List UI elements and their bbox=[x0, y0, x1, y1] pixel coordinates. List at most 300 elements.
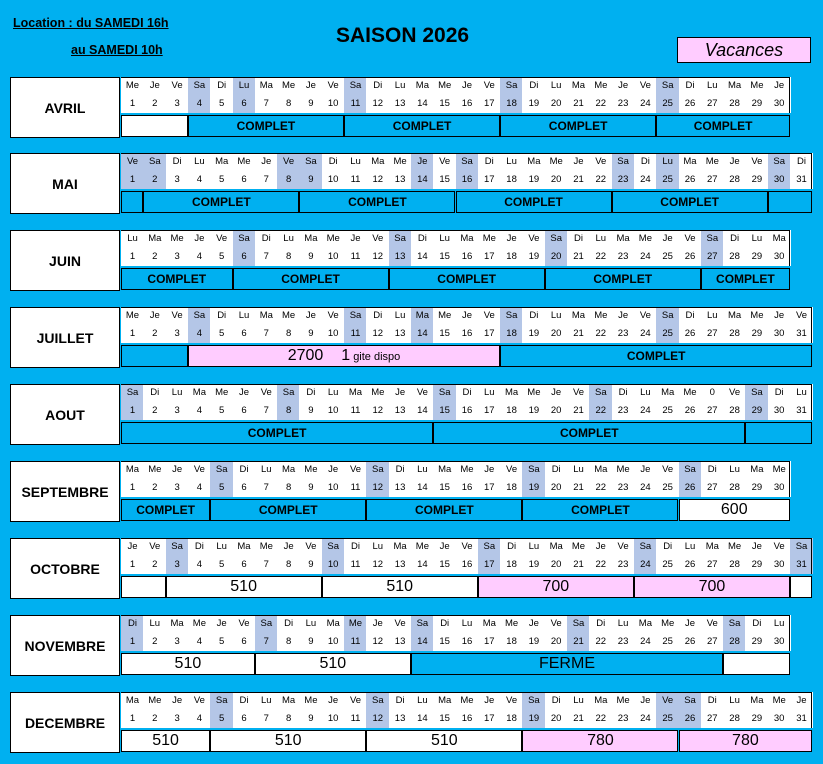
day-number: 26 bbox=[679, 479, 702, 497]
day-number: 10 bbox=[322, 325, 345, 343]
day-number: 9 bbox=[299, 633, 322, 651]
day-number: 1 bbox=[121, 171, 144, 189]
day-name: Sa bbox=[166, 538, 189, 556]
booking-segment bbox=[210, 499, 366, 521]
day-name: Me bbox=[478, 230, 501, 248]
day-number: 2 bbox=[143, 325, 166, 343]
day-number: 9 bbox=[299, 95, 322, 113]
day-name: Lu bbox=[790, 384, 813, 402]
day-number: 18 bbox=[500, 556, 523, 574]
booking-segment bbox=[121, 730, 210, 752]
booking-segment bbox=[456, 191, 612, 213]
day-number: 25 bbox=[656, 325, 679, 343]
day-name: Ma bbox=[723, 307, 746, 325]
day-number: 8 bbox=[277, 248, 300, 266]
segment-text: COMPLET bbox=[593, 272, 653, 286]
day-number: 27 bbox=[701, 325, 724, 343]
day-number: 8 bbox=[277, 710, 300, 728]
day-name: Ma bbox=[723, 77, 746, 95]
day-number: 1 bbox=[121, 402, 144, 420]
empty-segment bbox=[121, 345, 188, 367]
day-name: Ma bbox=[500, 384, 523, 402]
day-name: Je bbox=[522, 615, 545, 633]
month-label: AVRIL bbox=[10, 77, 120, 138]
day-name: Ve bbox=[322, 77, 345, 95]
day-name: Lu bbox=[656, 153, 679, 171]
day-name: Me bbox=[143, 692, 166, 710]
day-number: 12 bbox=[366, 710, 389, 728]
day-number: 7 bbox=[255, 325, 278, 343]
booking-segment bbox=[233, 268, 389, 290]
segment-text: COMPLET bbox=[236, 119, 296, 133]
day-name: Di bbox=[433, 615, 456, 633]
day-number: 19 bbox=[522, 171, 545, 189]
day-name: Me bbox=[612, 692, 635, 710]
day-number: 23 bbox=[612, 479, 635, 497]
day-name: Ve bbox=[188, 461, 211, 479]
booking-segment bbox=[545, 268, 701, 290]
day-number: 14 bbox=[411, 633, 434, 651]
day-name: Me bbox=[299, 692, 322, 710]
day-number: 21 bbox=[567, 402, 590, 420]
day-name: Me bbox=[366, 384, 389, 402]
day-name: Ma bbox=[255, 307, 278, 325]
day-name: Je bbox=[500, 230, 523, 248]
day-name: Ma bbox=[366, 153, 389, 171]
day-number: 4 bbox=[188, 325, 211, 343]
day-name: Ve bbox=[299, 538, 322, 556]
day-name: Sa bbox=[478, 538, 501, 556]
day-name: Me bbox=[121, 77, 144, 95]
segment-text: COMPLET bbox=[626, 349, 686, 363]
day-number: 5 bbox=[210, 710, 233, 728]
day-name: Ve bbox=[166, 77, 189, 95]
day-number: 9 bbox=[299, 556, 322, 574]
month-grid-frame bbox=[121, 538, 812, 574]
empty-segment bbox=[121, 115, 188, 137]
day-name: Di bbox=[322, 153, 345, 171]
day-name: Di bbox=[389, 692, 412, 710]
empty-segment bbox=[723, 653, 790, 675]
day-name: Je bbox=[656, 230, 679, 248]
day-name: Sa bbox=[188, 307, 211, 325]
day-name: Di bbox=[701, 692, 724, 710]
day-number: 7 bbox=[255, 556, 278, 574]
day-number: 28 bbox=[723, 710, 746, 728]
booking-segment bbox=[701, 268, 790, 290]
day-name: Sa bbox=[366, 692, 389, 710]
day-number: 17 bbox=[478, 325, 501, 343]
booking-segment bbox=[121, 653, 255, 675]
day-name: Sa bbox=[723, 615, 746, 633]
day-number: 8 bbox=[277, 171, 300, 189]
day-number: 20 bbox=[545, 95, 568, 113]
day-name: Lu bbox=[411, 461, 434, 479]
day-number: 10 bbox=[322, 633, 345, 651]
day-name: Je bbox=[277, 538, 300, 556]
day-name: Di bbox=[679, 77, 702, 95]
day-number: 18 bbox=[500, 171, 523, 189]
segment-text: COMPLET bbox=[147, 272, 207, 286]
day-name: Je bbox=[634, 692, 657, 710]
day-number: 14 bbox=[411, 710, 434, 728]
day-number: 26 bbox=[679, 95, 702, 113]
day-number: 29 bbox=[745, 248, 768, 266]
day-name: Lu bbox=[366, 538, 389, 556]
day-name: Di bbox=[612, 384, 635, 402]
day-name: Je bbox=[456, 77, 479, 95]
day-name: Ve bbox=[656, 692, 679, 710]
day-number: 19 bbox=[522, 710, 545, 728]
day-name: Lu bbox=[679, 538, 702, 556]
booking-segment bbox=[344, 115, 500, 137]
day-number: 1 bbox=[121, 248, 144, 266]
legend-vacances: Vacances bbox=[677, 37, 811, 63]
booking-segment bbox=[188, 115, 344, 137]
day-number: 29 bbox=[745, 479, 768, 497]
day-name: Je bbox=[612, 77, 635, 95]
day-number: 11 bbox=[344, 171, 367, 189]
day-name: Sa bbox=[768, 153, 791, 171]
day-number: 13 bbox=[389, 479, 412, 497]
day-number: 9 bbox=[299, 479, 322, 497]
day-name: Lu bbox=[433, 230, 456, 248]
day-number: 13 bbox=[389, 402, 412, 420]
booking-segment bbox=[679, 499, 791, 521]
day-number: 2 bbox=[143, 710, 166, 728]
day-number: 16 bbox=[456, 633, 479, 651]
day-name: Ma bbox=[768, 230, 791, 248]
day-name: Sa bbox=[344, 307, 367, 325]
day-name: Me bbox=[299, 461, 322, 479]
segment-text: FERME bbox=[538, 655, 595, 672]
booking-segment bbox=[478, 576, 634, 598]
day-number: 21 bbox=[567, 633, 590, 651]
segment-text: COMPLET bbox=[504, 195, 563, 209]
day-number: 1 bbox=[121, 556, 144, 574]
day-name: Je bbox=[589, 538, 612, 556]
day-name: Di bbox=[567, 230, 590, 248]
day-name: Lu bbox=[166, 384, 189, 402]
day-number: 24 bbox=[634, 710, 657, 728]
day-name: Je bbox=[768, 307, 791, 325]
day-name: Je bbox=[612, 307, 635, 325]
day-name: Lu bbox=[567, 461, 590, 479]
day-number: 24 bbox=[634, 95, 657, 113]
day-name: Lu bbox=[389, 77, 412, 95]
day-number: 22 bbox=[589, 633, 612, 651]
day-name: Ma bbox=[188, 384, 211, 402]
day-number: 29 bbox=[745, 171, 768, 189]
day-name: Di bbox=[210, 77, 233, 95]
day-name: Ve bbox=[233, 615, 256, 633]
day-number: 2 bbox=[143, 402, 166, 420]
day-number: 28 bbox=[723, 479, 746, 497]
day-number: 26 bbox=[679, 171, 702, 189]
booking-segment bbox=[143, 191, 299, 213]
day-name: Ve bbox=[679, 230, 702, 248]
day-name: Di bbox=[121, 615, 144, 633]
day-name: Sa bbox=[143, 153, 166, 171]
day-name: Sa bbox=[790, 538, 813, 556]
day-name: Sa bbox=[433, 384, 456, 402]
day-number: 3 bbox=[166, 556, 189, 574]
day-name: Ma bbox=[389, 538, 412, 556]
day-number: 12 bbox=[366, 556, 389, 574]
day-number: 4 bbox=[188, 95, 211, 113]
booking-segment bbox=[255, 653, 411, 675]
day-number: 18 bbox=[500, 248, 523, 266]
day-name: Je bbox=[545, 384, 568, 402]
day-number: 15 bbox=[433, 633, 456, 651]
day-number: 24 bbox=[634, 325, 657, 343]
day-number: 31 bbox=[790, 325, 813, 343]
day-name: Ve bbox=[344, 692, 367, 710]
segment-text: COMPLET bbox=[437, 272, 496, 286]
day-name: Me bbox=[255, 538, 278, 556]
day-number: 2 bbox=[143, 633, 166, 651]
day-number: 13 bbox=[389, 556, 412, 574]
day-number: 25 bbox=[656, 248, 679, 266]
booking-segment bbox=[522, 730, 678, 752]
day-number: 19 bbox=[522, 402, 545, 420]
day-number: 18 bbox=[500, 633, 523, 651]
day-name: Lu bbox=[233, 307, 256, 325]
booking-segment bbox=[433, 422, 745, 444]
day-name: Ma bbox=[277, 692, 300, 710]
day-number: 30 bbox=[768, 556, 791, 574]
day-number: 3 bbox=[166, 325, 189, 343]
day-number: 11 bbox=[344, 95, 367, 113]
day-number: 20 bbox=[545, 556, 568, 574]
day-number: 1 bbox=[121, 633, 144, 651]
day-number: 20 bbox=[545, 325, 568, 343]
day-name: Di bbox=[389, 461, 412, 479]
day-name: Di bbox=[277, 615, 300, 633]
day-number: 19 bbox=[522, 556, 545, 574]
day-name: Lu bbox=[768, 615, 791, 633]
day-number: 21 bbox=[567, 325, 590, 343]
segment-text: COMPLET bbox=[693, 119, 753, 133]
day-number: 21 bbox=[567, 479, 590, 497]
day-name: Me bbox=[456, 461, 479, 479]
booking-segment bbox=[389, 268, 545, 290]
day-name: Je bbox=[188, 230, 211, 248]
day-name: Ma bbox=[411, 307, 434, 325]
day-name: Sa bbox=[522, 692, 545, 710]
day-name: Je bbox=[166, 461, 189, 479]
day-name: Me bbox=[344, 615, 367, 633]
day-name: Sa bbox=[745, 384, 768, 402]
day-name: Lu bbox=[723, 461, 746, 479]
day-number: 17 bbox=[478, 95, 501, 113]
day-name: Di bbox=[656, 538, 679, 556]
day-number: 10 bbox=[322, 402, 345, 420]
day-number: 11 bbox=[344, 479, 367, 497]
day-number: 19 bbox=[522, 325, 545, 343]
day-number: 29 bbox=[745, 710, 768, 728]
day-number: 24 bbox=[634, 479, 657, 497]
day-name: Lu bbox=[456, 615, 479, 633]
day-number: 15 bbox=[433, 95, 456, 113]
day-name: Sa bbox=[344, 77, 367, 95]
day-name: Me bbox=[277, 77, 300, 95]
day-name: Me bbox=[768, 692, 791, 710]
day-name: Ma bbox=[745, 692, 768, 710]
day-number: 19 bbox=[522, 95, 545, 113]
day-name: Me bbox=[589, 77, 612, 95]
booking-segment bbox=[166, 576, 322, 598]
day-name: Lu bbox=[634, 384, 657, 402]
day-name: Me bbox=[723, 538, 746, 556]
day-number: 31 bbox=[790, 402, 813, 420]
day-number: 23 bbox=[612, 248, 635, 266]
month-label: JUILLET bbox=[10, 307, 120, 368]
booking-segment bbox=[522, 499, 678, 521]
day-name: Di bbox=[679, 307, 702, 325]
day-number: 15 bbox=[433, 248, 456, 266]
day-name: Me bbox=[143, 461, 166, 479]
day-number: 4 bbox=[188, 402, 211, 420]
month-grid-frame bbox=[121, 307, 812, 343]
day-number: 2 bbox=[143, 95, 166, 113]
day-number: 29 bbox=[745, 633, 768, 651]
day-name: Me bbox=[322, 230, 345, 248]
day-name: Ma bbox=[255, 77, 278, 95]
month-label: DECEMBRE bbox=[10, 692, 120, 753]
day-name: Ma bbox=[143, 230, 166, 248]
day-number: 27 bbox=[701, 95, 724, 113]
day-number: 14 bbox=[411, 479, 434, 497]
day-number: 8 bbox=[277, 633, 300, 651]
day-number: 22 bbox=[589, 556, 612, 574]
booking-segment bbox=[121, 422, 433, 444]
day-name: Di bbox=[745, 615, 768, 633]
day-number: 2 bbox=[143, 556, 166, 574]
day-name: Sa bbox=[679, 461, 702, 479]
day-number: 28 bbox=[723, 556, 746, 574]
day-name: Sa bbox=[589, 384, 612, 402]
segment-text: 510 bbox=[386, 578, 414, 595]
day-number: 13 bbox=[389, 95, 412, 113]
day-number: 14 bbox=[411, 556, 434, 574]
day-number: 6 bbox=[233, 248, 256, 266]
day-number: 3 bbox=[166, 95, 189, 113]
day-name: Me bbox=[522, 384, 545, 402]
day-name: Je bbox=[166, 692, 189, 710]
day-name: Lu bbox=[723, 692, 746, 710]
day-name: Sa bbox=[210, 692, 233, 710]
day-number: 26 bbox=[679, 556, 702, 574]
day-name: Ve bbox=[210, 230, 233, 248]
day-number: 22 bbox=[589, 95, 612, 113]
segment-text: 510 bbox=[152, 732, 179, 749]
day-name: Ve bbox=[255, 384, 278, 402]
booking-segment bbox=[322, 576, 478, 598]
day-name: Ma bbox=[612, 230, 635, 248]
day-number: 18 bbox=[500, 710, 523, 728]
day-name: Lu bbox=[589, 230, 612, 248]
day-number: 23 bbox=[612, 95, 635, 113]
booking-segment bbox=[366, 730, 522, 752]
day-name: Lu bbox=[344, 153, 367, 171]
day-name: Me bbox=[612, 461, 635, 479]
month-label: NOVEMBRE bbox=[10, 615, 120, 676]
day-number: 7 bbox=[255, 248, 278, 266]
segment-text: 700 bbox=[698, 578, 726, 595]
day-name: Di bbox=[723, 230, 746, 248]
day-number: 29 bbox=[745, 325, 768, 343]
day-number: 12 bbox=[366, 402, 389, 420]
day-name: Me bbox=[210, 384, 233, 402]
day-number: 15 bbox=[433, 479, 456, 497]
day-name: Me bbox=[389, 153, 412, 171]
day-number: 26 bbox=[679, 248, 702, 266]
day-number: 25 bbox=[656, 95, 679, 113]
day-number: 9 bbox=[299, 325, 322, 343]
day-name: Je bbox=[233, 384, 256, 402]
day-number: 17 bbox=[478, 633, 501, 651]
day-number: 11 bbox=[344, 325, 367, 343]
day-name: Di bbox=[768, 384, 791, 402]
day-number: 9 bbox=[299, 248, 322, 266]
day-name: Ve bbox=[500, 692, 523, 710]
day-name: Ve bbox=[433, 153, 456, 171]
day-name: Ma bbox=[433, 461, 456, 479]
day-number: 11 bbox=[344, 402, 367, 420]
day-number: 8 bbox=[277, 95, 300, 113]
day-name: Ma bbox=[656, 384, 679, 402]
day-number: 30 bbox=[768, 95, 791, 113]
booking-segment bbox=[411, 653, 723, 675]
day-number: 15 bbox=[433, 710, 456, 728]
day-name: Je bbox=[790, 692, 813, 710]
day-name: Je bbox=[456, 307, 479, 325]
segment-extra: 1 bbox=[341, 347, 351, 364]
day-name: Di bbox=[255, 230, 278, 248]
day-number: 10 bbox=[322, 479, 345, 497]
segment-text: COMPLET bbox=[716, 272, 775, 286]
segment-text: COMPLET bbox=[258, 503, 318, 517]
day-number: 27 bbox=[701, 710, 724, 728]
day-number: 23 bbox=[612, 710, 635, 728]
day-name: Di bbox=[634, 153, 657, 171]
day-name: Me bbox=[634, 230, 657, 248]
month-grid-frame bbox=[121, 77, 790, 113]
month-grid-frame bbox=[121, 384, 812, 420]
month-grid-frame bbox=[121, 461, 790, 497]
day-name: Ve bbox=[277, 153, 300, 171]
day-name: Ve bbox=[478, 307, 501, 325]
day-name: Sa bbox=[456, 153, 479, 171]
day-number: 31 bbox=[790, 171, 813, 189]
day-name: Me bbox=[166, 230, 189, 248]
day-name: Je bbox=[745, 538, 768, 556]
day-number: 12 bbox=[366, 95, 389, 113]
day-name: Di bbox=[545, 461, 568, 479]
day-name: Di bbox=[166, 153, 189, 171]
day-name: Me bbox=[567, 538, 590, 556]
day-number: 11 bbox=[344, 710, 367, 728]
month-label: AOUT bbox=[10, 384, 120, 445]
segment-text: COMPLET bbox=[415, 503, 474, 517]
day-name: Lu bbox=[701, 77, 724, 95]
day-number: 16 bbox=[456, 710, 479, 728]
day-name: Di bbox=[366, 307, 389, 325]
day-number: 5 bbox=[210, 633, 233, 651]
day-number: 16 bbox=[456, 95, 479, 113]
segment-text: 510 bbox=[319, 655, 347, 672]
